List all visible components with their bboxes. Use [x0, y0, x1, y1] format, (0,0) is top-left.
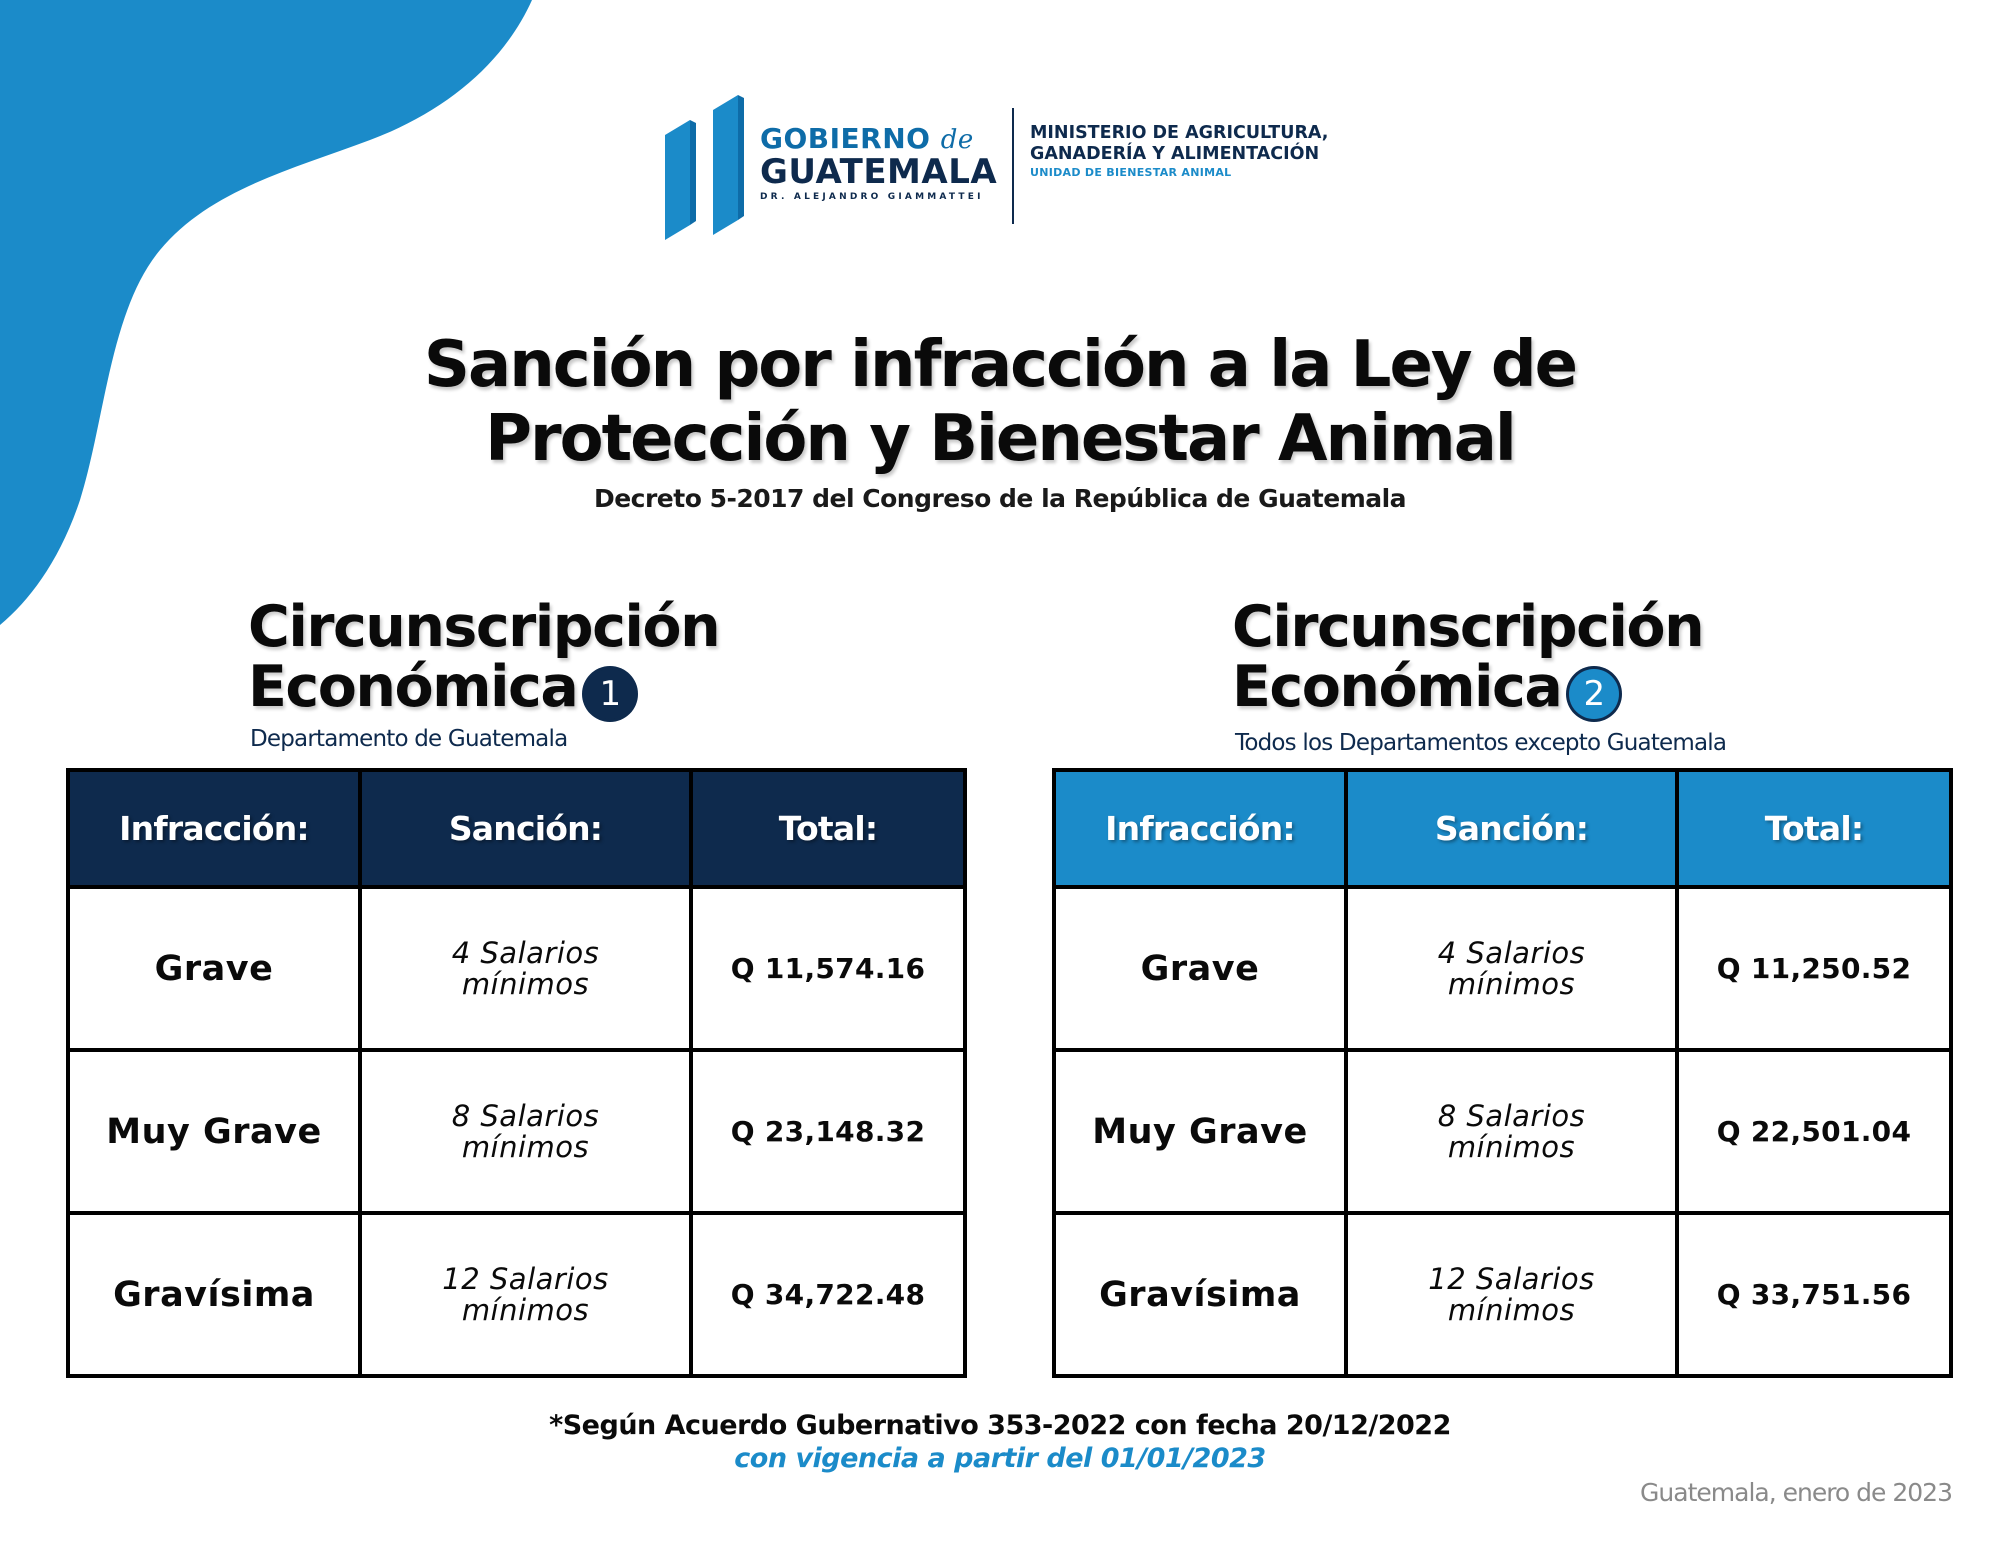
ministry-line-1: MINISTERIO DE AGRICULTURA, [1030, 123, 1329, 143]
sancion-text: 12 Salarios mínimos [442, 1261, 609, 1327]
table-row [68, 1213, 965, 1376]
table-row [1054, 1050, 1951, 1213]
president-name: DR. ALEJANDRO GIAMMATTEI [760, 192, 984, 202]
guatemala-text: GUATEMALA [760, 152, 998, 192]
circ2-heading [1232, 594, 1704, 720]
table-header-row [1054, 770, 1951, 887]
circ1-heading-line-2: Económica 1 [248, 657, 719, 717]
sancion-text: 4 Salarios mínimos [1437, 935, 1586, 1001]
header-sancion: Sanción: [360, 770, 691, 887]
circ1-subtitle: Departamento de Guatemala [250, 726, 568, 752]
header-total: Total: [691, 770, 965, 887]
page-subtitle: Decreto 5-2017 del Congreso de la República de Guatemala [593, 484, 1407, 513]
cell-total: Q 22,501.04 [1677, 1050, 1951, 1213]
circ2-number-badge: 2 [1569, 669, 1619, 719]
decorative-blue-shape [0, 0, 540, 630]
circ2-subtitle: Todos los Departamentos excepto Guatemala [1235, 730, 1727, 756]
header-sancion: Sanción: [1346, 770, 1677, 887]
validity-note: con vigencia a partir del 01/01/2023 [734, 1443, 1266, 1474]
circ2-heading-line-2: Económica 2 [1232, 657, 1703, 717]
sancion-text: 4 Salarios mínimos [451, 935, 600, 1001]
cell-infraccion: Muy Grave [1054, 1050, 1346, 1213]
gobierno-wordmark [760, 122, 998, 202]
header-infraccion: Infracción: [68, 770, 360, 887]
ministry-unit: UNIDAD DE BIENESTAR ANIMAL [1030, 166, 1232, 179]
cell-total: Q 11,250.52 [1677, 887, 1951, 1050]
header-divider [1012, 108, 1014, 224]
cell-sancion [360, 1050, 691, 1213]
cell-sancion [1346, 1213, 1677, 1376]
cell-total: Q 34,722.48 [691, 1213, 965, 1376]
circ1-number-badge: 1 [585, 669, 635, 719]
cell-infraccion: Gravísima [68, 1213, 360, 1376]
sanctions-table-circ2 [1052, 768, 1953, 1378]
cell-infraccion: Grave [68, 887, 360, 1050]
title-line-2: Protección y Bienestar Animal [485, 402, 1515, 476]
cell-total: Q 11,574.16 [691, 887, 965, 1050]
sancion-text: 12 Salarios mínimos [1428, 1261, 1595, 1327]
cell-infraccion: Grave [1054, 887, 1346, 1050]
table-row [1054, 1213, 1951, 1376]
place-date: Guatemala, enero de 2023 [1640, 1478, 1952, 1507]
cell-sancion [360, 1213, 691, 1376]
title-line-1: Sanción por infracción a la Ley de [423, 328, 1577, 402]
gobierno-de-text: de [940, 125, 974, 155]
gobierno-text: GOBIERNO de [760, 122, 974, 155]
gobierno-logo-icon [660, 95, 750, 240]
page-title [0, 328, 2000, 476]
cell-sancion [1346, 887, 1677, 1050]
ministry-line-2: GANADERÍA Y ALIMENTACIÓN [1030, 144, 1320, 164]
cell-sancion [1346, 1050, 1677, 1213]
header-infraccion: Infracción: [1054, 770, 1346, 887]
table-header-row [68, 770, 965, 887]
sancion-text: 8 Salarios mínimos [451, 1098, 600, 1164]
cell-total: Q 33,751.56 [1677, 1213, 1951, 1376]
table-row [1054, 887, 1951, 1050]
cell-infraccion: Muy Grave [68, 1050, 360, 1213]
cell-total: Q 23,148.32 [691, 1050, 965, 1213]
table-row [68, 887, 965, 1050]
sanctions-table-circ1 [66, 768, 967, 1378]
circ1-heading [248, 594, 720, 720]
cell-sancion [360, 887, 691, 1050]
sancion-text: 8 Salarios mínimos [1437, 1098, 1586, 1164]
legal-footnote: *Según Acuerdo Gubernativo 353-2022 con fecha 20/12/2022 [549, 1410, 1451, 1441]
cell-infraccion: Gravísima [1054, 1213, 1346, 1376]
circ1-heading-line-1: Circunscripción [248, 594, 720, 660]
header-total: Total: [1677, 770, 1951, 887]
table-row [68, 1050, 965, 1213]
ministry-block [1030, 123, 1328, 179]
circ2-heading-line-1: Circunscripción [1232, 594, 1704, 660]
